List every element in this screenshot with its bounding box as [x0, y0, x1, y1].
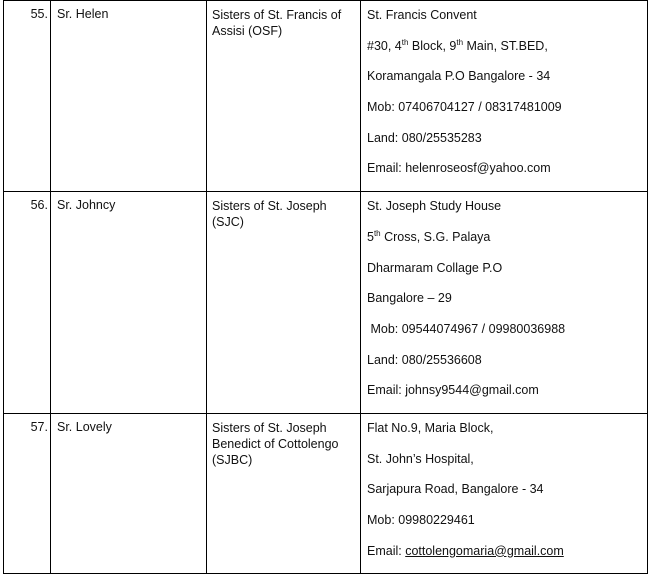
entry-name: Sr. Lovely [51, 413, 207, 573]
superscript: th [401, 37, 409, 47]
address-line [367, 38, 647, 69]
entry-name: Sr. Helen [51, 1, 207, 192]
landline-line: Land: 080/25536608 [367, 352, 482, 367]
entry-address [361, 192, 648, 414]
address-line: Sarjapura Road, Bangalore - 34 [367, 482, 544, 497]
address-line [367, 229, 647, 260]
email-link[interactable]: cottolengomaria@gmail.com [405, 543, 564, 558]
address-part: Block, 9 [408, 38, 457, 53]
mobile-line: Mob: 09980229461 [367, 513, 475, 527]
entry-name: Sr. Johncy [51, 192, 207, 414]
entry-congregation: Sisters of St. Francis of Assisi (OSF) [207, 1, 361, 192]
congregation-line: Benedict of Cottolengo [212, 436, 339, 451]
table-row [4, 192, 648, 414]
directory-table [3, 0, 648, 574]
email-label: Email: [367, 543, 406, 558]
address-line: Dharmaram Collage P.O [367, 260, 503, 275]
email-line: Email: helenroseosf@yahoo.com [367, 161, 551, 176]
entry-number: 57. [4, 413, 51, 573]
address-part: Main, ST.BED, [463, 38, 548, 53]
address-line: Bangalore – 29 [367, 291, 452, 306]
address-line: Flat No.9, Maria Block, [367, 420, 494, 435]
email-line: Email: johnsy9544@gmail.com [367, 383, 539, 398]
address-line: St. Joseph Study House [367, 199, 502, 214]
entry-congregation [207, 413, 361, 573]
superscript: th [456, 37, 464, 47]
mobile-line: Mob: 09544074967 / 09980036988 [367, 321, 566, 336]
email-line [367, 543, 647, 574]
entry-congregation: Sisters of St. Joseph (SJC) [207, 192, 361, 414]
address-line: Koramangala P.O Bangalore - 34 [367, 69, 551, 84]
superscript: th [373, 228, 381, 238]
entry-number: 56. [4, 192, 51, 414]
table-row [4, 413, 648, 573]
table-row [4, 1, 648, 192]
congregation-line: (SJBC) [212, 452, 253, 467]
address-part: Cross, S.G. Palaya [380, 229, 491, 244]
address-part: #30, 4 [367, 38, 402, 53]
entry-number: 55. [4, 1, 51, 192]
address-line: St. Francis Convent [367, 8, 477, 22]
address-part: 5 [367, 229, 374, 244]
mobile-line: Mob: 07406704127 / 08317481009 [367, 100, 562, 115]
landline-line: Land: 080/25535283 [367, 130, 482, 145]
entry-address [361, 413, 648, 573]
congregation-line: Sisters of St. Joseph [212, 420, 327, 435]
entry-address [361, 1, 648, 192]
address-line: St. John’s Hospital, [367, 451, 474, 466]
